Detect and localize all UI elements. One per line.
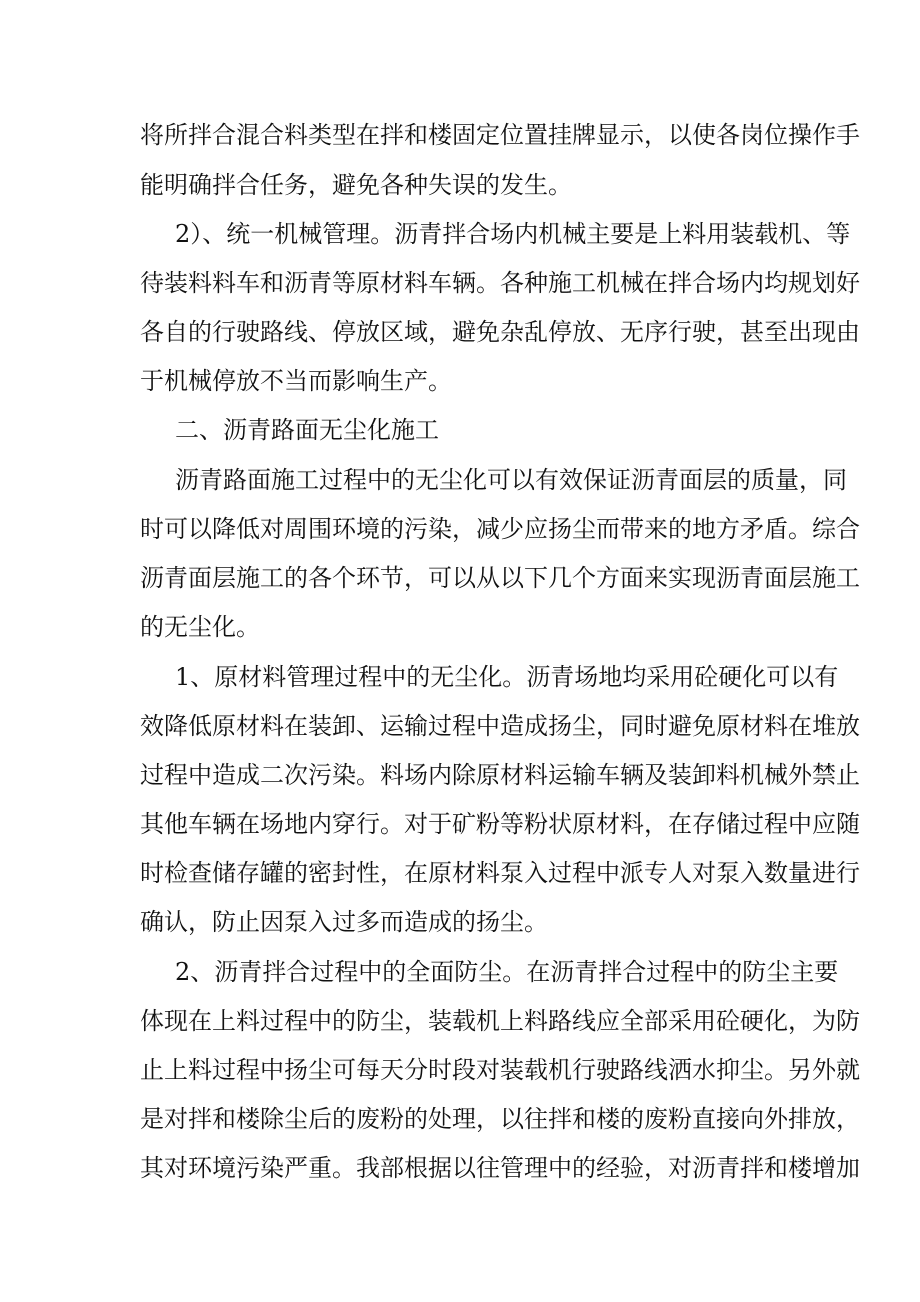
text-line: 时可以降低对周围环境的污染，减少应扬尘而带来的地方矛盾。综合 bbox=[140, 515, 860, 543]
text-line: 将所拌合混合料类型在拌和楼固定位置挂牌显示，以使各岗位操作手 bbox=[140, 121, 860, 149]
text-line: 效降低原材料在装卸、运输过程中造成扬尘，同时避免原材料在堆放 bbox=[140, 712, 860, 740]
text-line: 于机械停放不当而影响生产。 bbox=[140, 367, 452, 395]
text-line: 止上料过程中扬尘可每天分时段对装载机行驶路线洒水抑尘。另外就 bbox=[140, 1056, 860, 1084]
text-line: 2）、统一机械管理。沥青拌合场内机械主要是上料用装载机、等 bbox=[175, 220, 851, 248]
text-line: 各自的行驶路线、停放区域，避免杂乱停放、无序行驶，甚至出现由 bbox=[140, 318, 860, 346]
text-line: 确认，防止因泵入过多而造成的扬尘。 bbox=[140, 908, 548, 936]
section-heading: 二、沥青路面无尘化施工 bbox=[175, 416, 439, 444]
text-line: 其对环境污染严重。我部根据以往管理中的经验，对沥青拌和楼增加 bbox=[140, 1154, 860, 1182]
text-line: 时检查储存罐的密封性，在原材料泵入过程中派专人对泵入数量进行 bbox=[140, 859, 860, 887]
text-line: 其他车辆在场地内穿行。对于矿粉等粉状原材料，在存储过程中应随 bbox=[140, 810, 860, 838]
text-line: 体现在上料过程中的防尘，装载机上料路线应全部采用砼硬化，为防 bbox=[140, 1007, 860, 1035]
text-line: 待装料料车和沥青等原材料车辆。各种施工机械在拌合场内均规划好 bbox=[140, 269, 860, 297]
text-line: 沥青面层施工的各个环节，可以从以下几个方面来实现沥青面层施工 bbox=[140, 564, 860, 592]
text-line: 2、沥青拌合过程中的全面防尘。在沥青拌合过程中的防尘主要 bbox=[175, 958, 839, 986]
text-line: 能明确拌合任务，避免各种失误的发生。 bbox=[140, 171, 572, 199]
text-line: 过程中造成二次污染。料场内除原材料运输车辆及装卸料机械外禁止 bbox=[140, 761, 860, 789]
text-line: 是对拌和楼除尘后的废粉的处理，以往拌和楼的废粉直接向外排放， bbox=[140, 1105, 860, 1133]
text-line: 1、原材料管理过程中的无尘化。沥青场地均采用砼硬化可以有 bbox=[175, 663, 839, 691]
text-line: 的无尘化。 bbox=[140, 613, 260, 641]
text-line: 沥青路面施工过程中的无尘化可以有效保证沥青面层的质量，同 bbox=[175, 466, 847, 494]
